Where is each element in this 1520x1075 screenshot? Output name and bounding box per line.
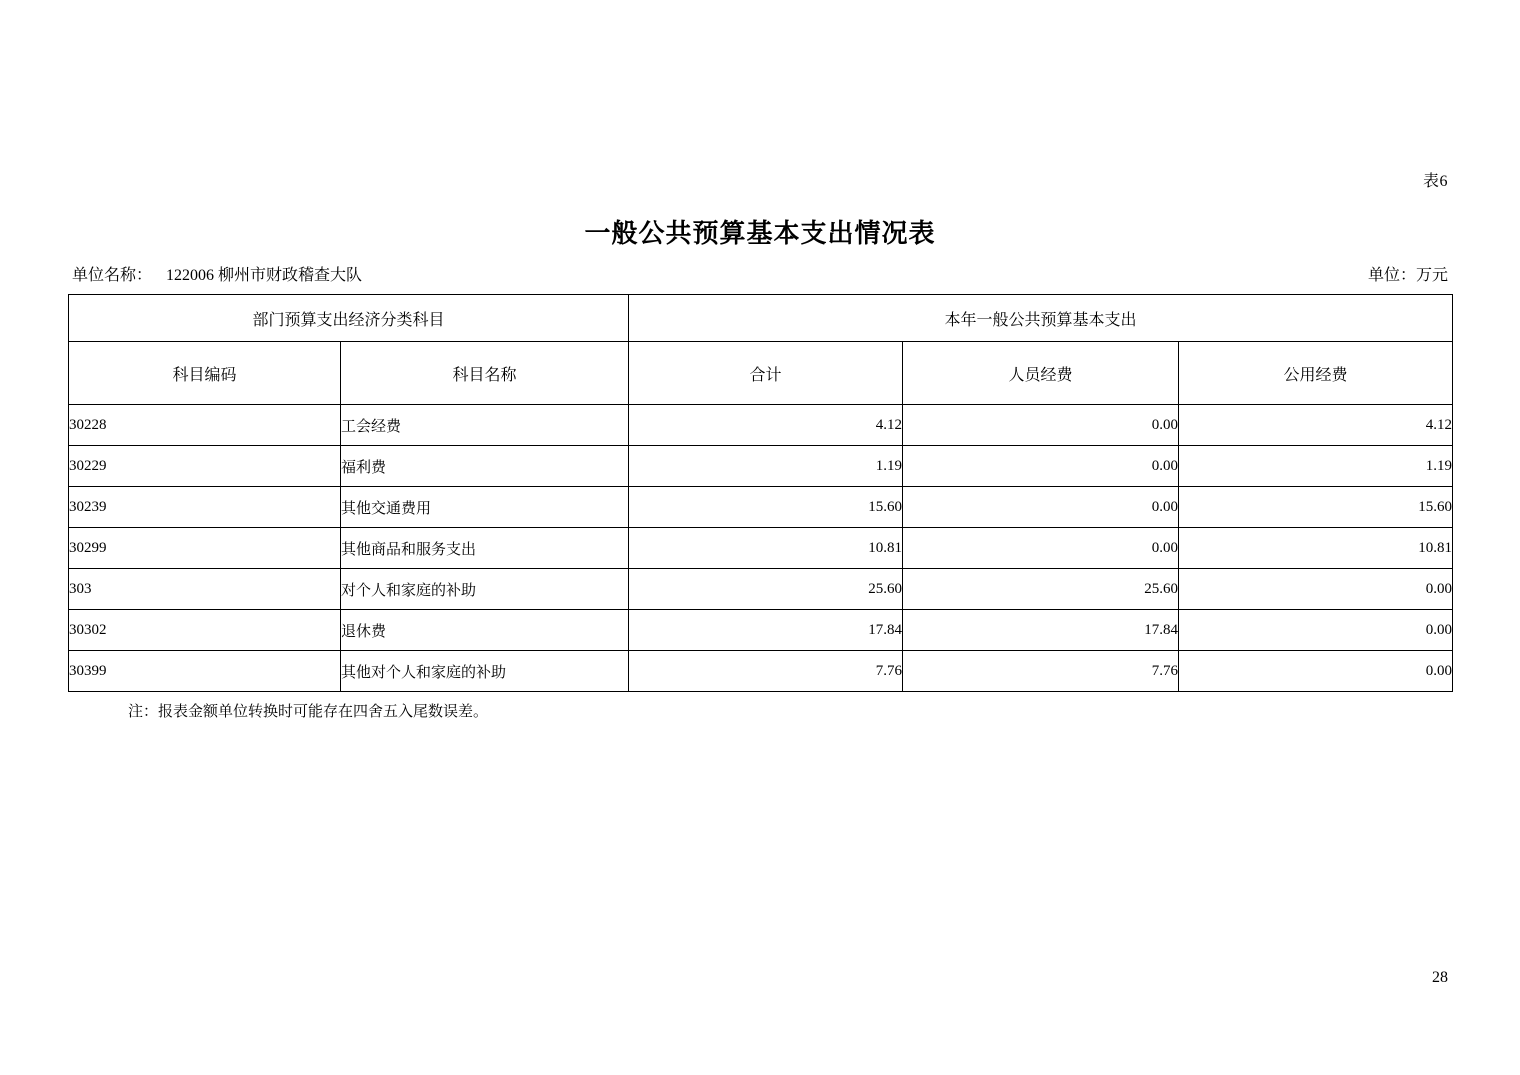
- column-header-public: 公用经费: [1179, 342, 1453, 405]
- cell-personnel: 17.84: [903, 610, 1179, 651]
- cell-total: 4.12: [629, 405, 903, 446]
- cell-code: 303: [69, 569, 341, 610]
- cell-code: 30399: [69, 651, 341, 692]
- table-row: [69, 610, 1453, 651]
- unit-name-label: 单位名称：: [72, 267, 153, 284]
- cell-public: 4.12: [1179, 405, 1453, 446]
- page-title: 一般公共预算基本支出情况表: [584, 219, 936, 248]
- table-column-header-row: [69, 342, 1453, 405]
- amount-unit-label: 单位：万元: [1367, 267, 1448, 284]
- table-row: [69, 405, 1453, 446]
- cell-total: 15.60: [629, 487, 903, 528]
- table-row: [69, 487, 1453, 528]
- column-header-personnel: 人员经费: [903, 342, 1179, 405]
- cell-personnel: 0.00: [903, 528, 1179, 569]
- table-label: 表6: [1422, 173, 1448, 190]
- cell-public: 0.00: [1179, 569, 1453, 610]
- cell-name: 其他商品和服务支出: [341, 528, 629, 569]
- cell-total: 10.81: [629, 528, 903, 569]
- table-row: [69, 446, 1453, 487]
- cell-total: 7.76: [629, 651, 903, 692]
- cell-public: 15.60: [1179, 487, 1453, 528]
- cell-name: 对个人和家庭的补助: [341, 569, 629, 610]
- cell-personnel: 0.00: [903, 405, 1179, 446]
- cell-public: 10.81: [1179, 528, 1453, 569]
- table-note: 注：报表金额单位转换时可能存在四舍五入尾数误差。: [128, 704, 489, 720]
- cell-personnel: 25.60: [903, 569, 1179, 610]
- table-row: [69, 528, 1453, 569]
- cell-name: 退休费: [341, 610, 629, 651]
- cell-code: 30229: [69, 446, 341, 487]
- budget-table: [68, 294, 1453, 692]
- cell-code: 30299: [69, 528, 341, 569]
- table-row: [69, 651, 1453, 692]
- unit-name: [72, 262, 362, 285]
- cell-public: 0.00: [1179, 610, 1453, 651]
- cell-name: 其他交通费用: [341, 487, 629, 528]
- column-header-name: 科目名称: [341, 342, 629, 405]
- cell-name: 工会经费: [341, 405, 629, 446]
- cell-total: 17.84: [629, 610, 903, 651]
- cell-public: 1.19: [1179, 446, 1453, 487]
- cell-name: 其他对个人和家庭的补助: [341, 651, 629, 692]
- group-header-right: 本年一般公共预算基本支出: [629, 295, 1453, 342]
- cell-total: 1.19: [629, 446, 903, 487]
- cell-code: 30302: [69, 610, 341, 651]
- column-header-code: 科目编码: [69, 342, 341, 405]
- column-header-total: 合计: [629, 342, 903, 405]
- group-header-left: 部门预算支出经济分类科目: [69, 295, 629, 342]
- page-number: 28: [1432, 969, 1448, 986]
- meta-row: [72, 262, 1448, 284]
- cell-personnel: 7.76: [903, 651, 1179, 692]
- cell-total: 25.60: [629, 569, 903, 610]
- cell-code: 30239: [69, 487, 341, 528]
- table-row: [69, 569, 1453, 610]
- cell-personnel: 0.00: [903, 446, 1179, 487]
- table-group-header-row: [69, 295, 1453, 342]
- cell-personnel: 0.00: [903, 487, 1179, 528]
- cell-public: 0.00: [1179, 651, 1453, 692]
- cell-code: 30228: [69, 405, 341, 446]
- unit-name-value: 122006 柳州市财政稽查大队: [166, 267, 363, 284]
- cell-name: 福利费: [341, 446, 629, 487]
